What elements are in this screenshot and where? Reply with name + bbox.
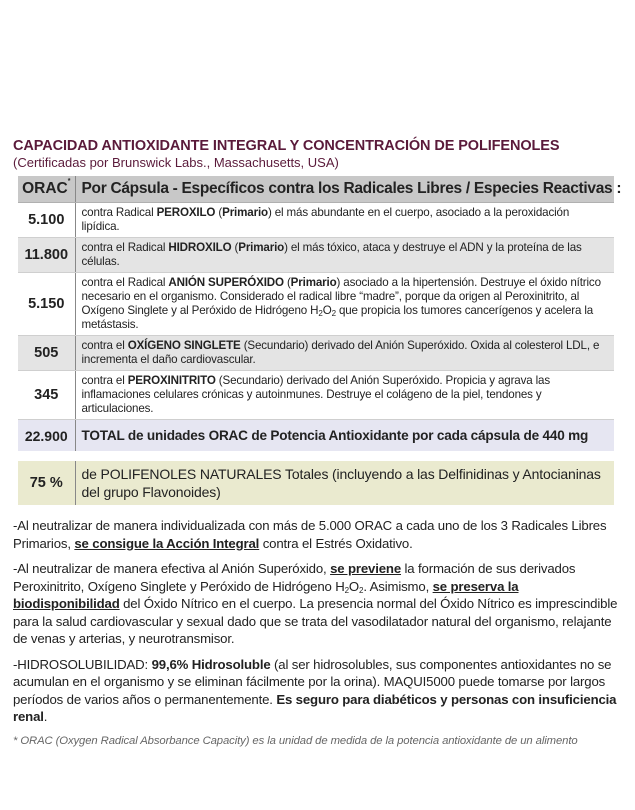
total-description: TOTAL de unidades ORAC de Potencia Antioxidante por cada cápsula de 440 mg (75, 420, 614, 452)
para-text: O (348, 578, 360, 594)
orac-value: 5.100 (18, 203, 75, 238)
subscript: 2 (318, 309, 323, 318)
radical-name: ANIÓN SUPERÓXIDO (168, 276, 284, 289)
radical-name: PEROXILO (156, 206, 216, 219)
table-header-row (18, 176, 614, 203)
desc-text: ( (283, 276, 291, 289)
radical-type: Primario (222, 206, 268, 219)
document-title: CAPACIDAD ANTIOXIDANTE INTEGRAL Y CONCENTRACIÓN DE POLIFENOLES (13, 138, 560, 154)
desc-text: (Secundario) derivado del Anión Superóxido. Propicia y agrava las inflamaciones celulares crónicas y autoinmunes. Destruye el colágeno de la piel, tendones y articulaciones. (81, 374, 550, 415)
radical-name: OXÍGENO SINGLETE (127, 339, 241, 352)
table-row (18, 203, 614, 238)
para-emphasis: se consigue la Acción Integral (74, 535, 260, 551)
para-emphasis: se previene (330, 561, 402, 576)
para-emphasis: se preserva la biodisponibilidad (13, 578, 519, 611)
row-description (75, 238, 614, 273)
desc-text: ) el más abundante en el cuerpo, asociado a la peroxidación lipídica. (81, 206, 570, 233)
paragraph-superoxide (13, 560, 623, 648)
polyphenols-value: 75 % (18, 461, 75, 505)
table-row (18, 371, 614, 420)
para-text: . (43, 709, 48, 724)
para-text: la formación de sus derivados Peroxinitrito, Oxígeno Singlete y Peróxido de Hidrógeno H (13, 561, 576, 594)
table-row (18, 238, 614, 273)
desc-text: (Secundario) derivado del Anión Superóxido. Oxida al colesterol LDL, e incrementa el daño cardiovascular. (81, 339, 600, 366)
subscript: 2 (359, 585, 364, 595)
row-description (75, 371, 614, 420)
desc-text: contra el Radical (81, 276, 169, 289)
header-orac-label: ORAC (22, 180, 68, 197)
orac-value: 11.800 (18, 238, 75, 273)
table-row (18, 336, 614, 371)
para-text: contra el Estrés Oxidativo. (259, 535, 413, 551)
orac-value: 345 (18, 371, 75, 420)
desc-text: contra el (81, 374, 128, 387)
row-description (75, 273, 614, 336)
polyphenols-text: Totales (incluyendo a las Delfinidinas y Antocianinas del grupo Flavonoides) (81, 466, 601, 500)
subscript: 2 (344, 585, 349, 595)
orac-footnote: * ORAC (Oxygen Radical Absorbance Capacity) es la unidad de medida de la potencia antioxidante de un alimento (13, 734, 578, 747)
spacer-cell (75, 451, 614, 461)
desc-text: contra el Radical (81, 241, 169, 254)
paragraph-hydrosolubility (13, 656, 623, 726)
radical-name: HIDROXILO (168, 241, 232, 254)
header-description: Por Cápsula - Específicos contra los Radicales Libres / Especies Reactivas : (75, 176, 614, 203)
radical-name: PEROXINITRITO (127, 374, 216, 387)
desc-text: ( (231, 241, 239, 254)
table-row (18, 273, 614, 336)
orac-value: 505 (18, 336, 75, 371)
total-value: 22.900 (18, 420, 75, 452)
para-emphasis: 99,6% Hidrosoluble (151, 656, 271, 672)
document-subtitle: (Certificadas por Brunswick Labs., Massachusetts, USA) (13, 155, 339, 170)
polyphenols-description (75, 461, 614, 505)
table-spacer (18, 451, 614, 461)
desc-text: ( (215, 206, 223, 219)
desc-text: ) el más tóxico, ataca y destruye el ADN y la proteína de las células. (81, 241, 582, 268)
radical-type: Primario (238, 241, 285, 254)
polyphenols-row (18, 461, 614, 505)
para-text: . Asimismo, (363, 578, 433, 594)
orac-table (18, 176, 622, 505)
total-row (18, 420, 614, 452)
footnote-mark: * (67, 178, 71, 185)
para-text: (al ser hidrosolubles, sus componentes antioxidantes no se acumulan en el organismo y se eliminan fácilmente por la orina). MAQUI5000 puede tomarse por largos períodos de varios años o permanentemente. (13, 656, 612, 707)
paragraph-integral-action (13, 517, 623, 552)
row-description (75, 336, 614, 371)
desc-text: contra Radical (81, 206, 157, 219)
desc-text: ) asociado a la hipertensión. Destruye el óxido nítrico necesario en el organismo. Considerado el radical libre “madre”, porque da origen al Peroxinitrito, al Oxígeno Singlete y al Peróxido de Hidrógeno H (81, 276, 601, 317)
row-description (75, 203, 614, 238)
para-text: -Al neutralizar de manera individualizada con más de 5.000 ORAC a cada uno de los 3 Radicales Libres Primarios, (13, 518, 607, 551)
para-text: -Al neutralizar de manera efectiva al Anión Superóxido, (13, 561, 331, 576)
para-text: -HIDROSOLUBILIDAD: (13, 656, 152, 672)
para-emphasis: Es seguro para diabéticos y personas con insuficiencia renal (13, 691, 617, 724)
header-orac (18, 176, 75, 203)
radical-type: Primario (290, 276, 337, 289)
polyphenols-bold: de POLIFENOLES NATURALES (81, 466, 282, 482)
subscript: 2 (331, 309, 336, 318)
desc-text: O (322, 304, 332, 317)
orac-value: 5.150 (18, 273, 75, 336)
desc-text: que propicia los tumores cancerígenos y acelera la metástasis. (81, 304, 594, 331)
spacer-cell (18, 451, 75, 461)
para-text: del Óxido Nítrico en el cuerpo. La presencia normal del Óxido Nítrico es imprescindible para la salud cardiovascular y sexual dado que se trata del vasodilatador natural del organismo, relajante de venas y arterias, y neurotransmisor. (13, 596, 618, 646)
desc-text: contra el (81, 339, 128, 352)
